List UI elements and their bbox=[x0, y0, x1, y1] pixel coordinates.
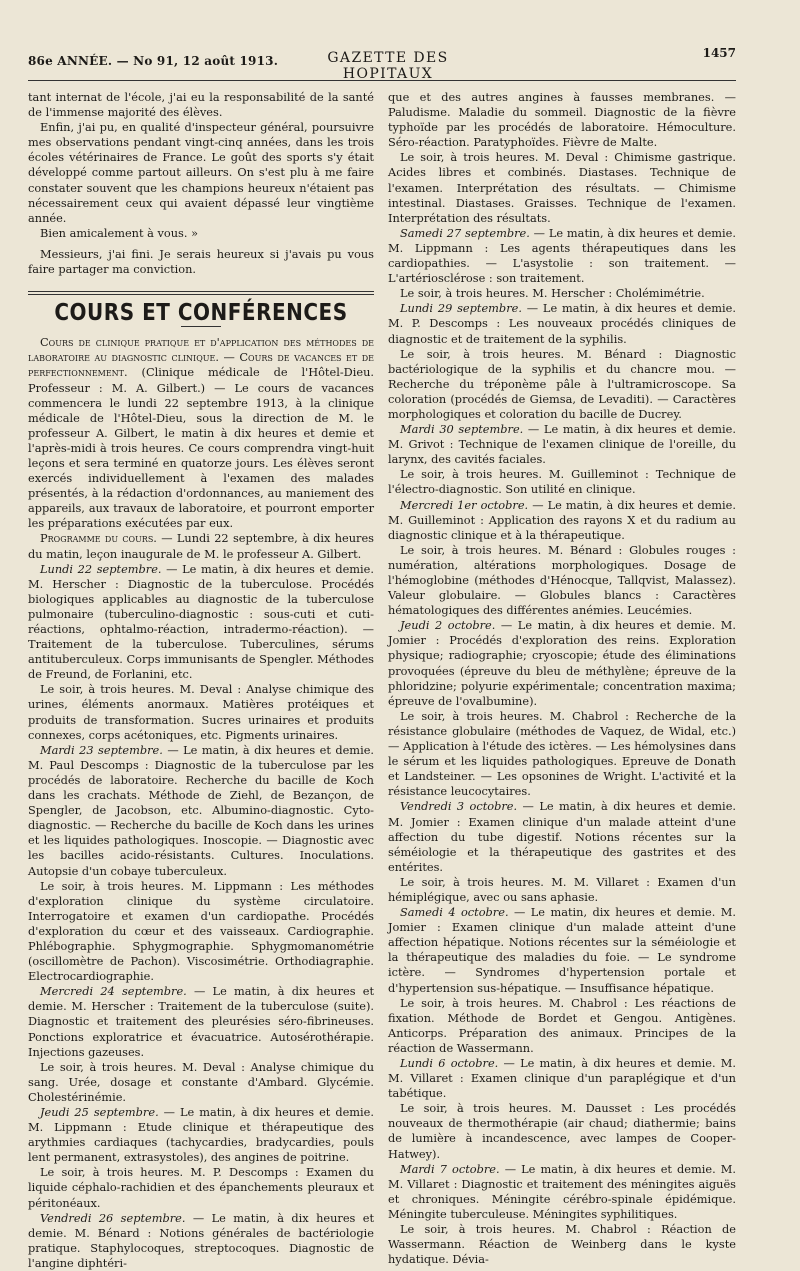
schedule-entry bbox=[388, 1056, 736, 1101]
afternoon-session: Le soir, à trois heures. M. Lippmann : Les méthodes d'exploration clinique du système circulatoire. Interrogatoire et examen d'un cardiopathe. Procédés d'exploration du cœur et des vaisseaux. Cardiographie. Phlébographie. Sphygmographie. Sphygmomanométrie (oscillomètre de Pachon). Viscosimétrie. Orthodiagraphie. Electrocardiographie. bbox=[28, 878, 374, 984]
entry-day: Jeudi 25 septembre. bbox=[40, 1105, 159, 1119]
right-column bbox=[388, 90, 736, 1267]
intro-paragraph: Enfin, j'ai pu, en qualité d'inspecteur général, poursuivre mes observations pendant vingt-cinq années, dans les trois écoles vétérinaires de France. Le goût des sports s'y était développé comme partout ailleurs. On s'est plu à me faire constater souvent que les champions heureux n'étaient pas nécessairement ceux qui avaient dépassé leur vingtième année. bbox=[28, 120, 374, 225]
page-header bbox=[28, 46, 736, 82]
entry-day: Jeudi 2 octobre. bbox=[400, 618, 496, 633]
entry-text: — Le matin, à dix heures et demie. M. Herscher : Diagnostic de la tuberculose. Procédés biologiques applicables au diagnostic de la tuberculose pulmonaire (tuberculino-diagnostic : sous-cuti et cuti-réactions, ophtalmo-réaction, intradermo-réaction). — Traitement de la tuberculose. Tuberculines, sérums antituberculeux. Corps immunisants de Spengler. Méthodes de Freund, de Forlanini, etc. bbox=[28, 561, 375, 682]
entry-text: — Le matin, à dix heures et demie. M. Jomier : Examen clinique d'un malade atteint d'une affection du tube digestif. Notions récentes sur la séméiologie et la thérapeutique des gastrites et des entérites. bbox=[388, 799, 737, 874]
intro-paragraph: tant internat de l'école, j'ai eu la responsabilité de la santé de l'immense majorité des élèves. bbox=[28, 90, 374, 120]
page-number: 1457 bbox=[702, 46, 736, 60]
schedule-entry bbox=[28, 984, 374, 1059]
entry-text: Le soir, à trois heures. M. Dausset : Les procédés nouveaux de thermothérapie (air chaud; diathermie; bains de lumière à incandescence, avec lampes de Cooper-Hatwey). bbox=[388, 1101, 736, 1161]
schedule-entries-right bbox=[388, 90, 736, 1267]
programme-text: — Lundi 22 septembre, à dix heures du matin, leçon inaugurale de M. le professeur A. Gilbert. bbox=[28, 531, 375, 561]
intro-paragraph: Messieurs, j'ai fini. Je serais heureux si j'avais pu vous faire partager ma conviction. bbox=[28, 246, 374, 277]
entry-text: Le soir, à trois heures. M. Chabrol : Réaction de Wassermann. Réaction de Weinberg dans le kyste hydatique. Dévia- bbox=[388, 1222, 736, 1267]
entry-text: — Le matin, à dix heures et demie. M. Lippmann : Etude clinique et thérapeutique des arythmies cardiaques (tachycardies, bradycardies, pouls lent permanent, extrasystoles), des angines de poitrine. bbox=[28, 1105, 375, 1165]
course-paragraph: Cours de clinique pratique et d'application des méthodes de laboratoire au diagnostic clinique. — Cours de vacances et de perfectionnement. (Clinique médicale de l'Hôtel-Dieu. Professeur : M. A. Gilbert.) — Le cours de vacances commencera le lundi 22 septembre 1913, à la clinique médicale de l'Hôtel-Dieu, sous la direction de M. le professeur A. Gilbert, le matin à dix heures et demie et l'après-midi à trois heures. Ce cours comprendra vingt-huit leçons et sera terminé en quatorze jours. Les élèves seront exercés individuellement à l'examen des malades présentés, à la rédaction d'ordonnances, au maniement des appareils, aux travaux de laboratoire, et pourront emporter les préparations exécutées par eux. bbox=[28, 335, 375, 531]
schedule-entry bbox=[388, 467, 736, 497]
entry-text: Le soir, à trois heures. M. Guilleminot : Technique de l'électro-diagnostic. Son utilité en clinique. bbox=[388, 467, 736, 497]
entry-day: Mardi 7 octobre. bbox=[400, 1161, 500, 1176]
schedule-entry bbox=[388, 709, 736, 800]
entry-text: Le soir, à trois heures. M. Chabrol : Les réactions de fixation. Méthode de Bordet et Gengou. Antigènes. Anticorps. Préparation des animaux. Principes de la réaction de Wassermann. bbox=[388, 995, 736, 1055]
entry-day: Samedi 4 octobre. bbox=[400, 905, 509, 920]
entry-day: Samedi 27 septembre. bbox=[400, 225, 530, 240]
issue-info: 86e ANNÉE. — No 91, 12 août 1913. bbox=[28, 54, 279, 68]
programme-paragraph bbox=[28, 531, 374, 561]
entry-day: Lundi 29 septembre. bbox=[400, 301, 522, 316]
entry-day: Lundi 22 septembre. bbox=[40, 561, 162, 576]
course-title: Cours de clinique pratique et d'application des méthodes de laboratoire au diagnostic clinique. bbox=[28, 335, 374, 365]
entry-text: — Le matin, à dix heures et demie. M. Bénard : Notions générales de bactériologie pratique. Staphylocoques, streptocoques. Diagnostic de l'angine diphtéri- bbox=[28, 1210, 375, 1270]
schedule-entry bbox=[388, 90, 736, 150]
intro-paragraph: Bien amicalement à vous. » bbox=[40, 225, 199, 240]
schedule-entry bbox=[388, 498, 736, 543]
entry-text: Le soir, à trois heures. M. Herscher : Cholémimétrie. bbox=[400, 286, 705, 301]
left-column bbox=[28, 90, 374, 1271]
afternoon-session: Le soir, à trois heures. M. Deval : Analyse chimique des urines, éléments anormaux. Matières protéiques et produits de transformation. Sucres urinaires et produits connexes, corps acétoniques, etc. Pigments urinaires. bbox=[28, 682, 374, 742]
schedule-entry bbox=[388, 1222, 736, 1267]
title-rule bbox=[181, 326, 221, 327]
entry-text: Le soir, à trois heures. M. Chabrol : Recherche de la résistance globulaire (méthodes de Vaquez, de Widal, etc.) — Application à l'étude des ictères. — Les hémolysines dans le sérum et les liquides pathologiques. Epreuve de Donath et Landsteiner. — Les opsonines de Wright. L'activité et la résistance leucocytaires. bbox=[388, 708, 736, 799]
schedule-entries-left bbox=[28, 562, 374, 1271]
schedule-entry bbox=[388, 150, 736, 225]
schedule-entry bbox=[388, 301, 736, 346]
section-title: COURS ET CONFÉRENCES bbox=[54, 298, 348, 326]
schedule-entry bbox=[388, 799, 736, 874]
course-intro: (Clinique médicale de l'Hôtel-Dieu. Professeur : M. A. Gilbert.) — Le cours de vacances commencera le lundi 22 septembre 1913, à la clinique médicale de l'Hôtel-Dieu, sous la direction de M. le professeur A. Gilbert, le matin à dix heures et demie et l'après-midi à trois heures. Ce cours comprendra vingt-huit leçons et sera terminé en quatorze jours. Les élèves seront exercés individuellement à l'examen des malades présentés, à la rédaction d'ordonnances, au maniement des appareils, aux travaux de laboratoire, et pourront emporter les préparations exécutées par eux. bbox=[28, 365, 375, 531]
entry-text: — Le matin, à dix heures et demie. M. Paul Descomps : Diagnostic de la tuberculose par les procédés de laboratoire. Recherche du bacille de Koch dans les crachats. Méthode de Ziehl, de Bezançon, de Spengler, de Jacobson, etc. Albumino-diagnostic. Cyto-diagnostic. — Recherche du bacille de Koch dans les urines et les liquides pathologiques. Inoscopie. — Diagnostic avec les bacilles acido-résistants. Cultures. Inoculations. Autopsie d'un cobaye tuberculeux. bbox=[28, 742, 375, 878]
entry-text: — Le matin, à dix heures et demie. M. M. Villaret : Diagnostic et traitement des méningites aiguës et chroniques. Méningite cérébro-spinale épidémique. Méningite tuberculeuse. Méningites syphilitiques. bbox=[388, 1161, 737, 1221]
entry-day: Mercredi 24 septembre. bbox=[40, 984, 187, 999]
entry-day: Lundi 6 octobre. bbox=[400, 1056, 499, 1070]
entry-day: Vendredi 26 septembre. bbox=[40, 1210, 186, 1225]
course-subtitle: Cours de vacances et de perfectionnement. bbox=[28, 350, 374, 380]
entry-text: — Le matin, à dix heures et demie. M. Jomier : Procédés d'exploration des reins. Exploration physique; radiographie; cryoscopie; étude des éliminations provoquées (épreuve du bleu de méthylène; épreuve de la phloridzine; polyurie expérimentale; concentration maxima; épreuve de l'ovalbumine). bbox=[388, 618, 736, 708]
section-divider bbox=[28, 291, 374, 295]
entry-day: Mercredi 1er octobre. bbox=[400, 497, 529, 512]
schedule-entry bbox=[388, 1162, 736, 1222]
entry-text: — Le matin, dix heures et demie. M. Jomier : Examen clinique d'un malade atteint d'une affection hépatique. Notions récentes sur la séméiologie et la thérapeutique des maladies du foie. — Le syndrome ictère. — Syndromes d'hypertension portale et d'hypertension sus-hépatique. — Insuffisance hépatique. bbox=[388, 905, 736, 995]
schedule-entry bbox=[388, 905, 736, 996]
entry-text: — Le matin, à dix heures et demie. M. Grivot : Technique de l'examen clinique de l'oreille, du larynx, des cavités faciales. bbox=[388, 422, 736, 467]
schedule-entry bbox=[28, 1211, 374, 1271]
schedule-entry bbox=[388, 618, 736, 709]
schedule-entry bbox=[388, 996, 736, 1056]
schedule-entry bbox=[388, 286, 736, 301]
entry-text: — Le matin, à dix heures et demie. M. Guilleminot : Application des rayons X et du radium au diagnostic clinique et à la thérapeutique. bbox=[388, 497, 736, 542]
entry-text: que et des autres angines à fausses membranes. — Paludisme. Maladie du sommeil. Diagnostic de la fièvre typhoïde par les procédés de laboratoire. Hémoculture. Séro-réaction. Paratyphoïdes. Fièvre de Malte. bbox=[388, 90, 736, 150]
programme-label: Programme du cours. bbox=[40, 531, 157, 546]
entry-text: — Le matin, à dix heures et demie. M. Lippmann : Les agents thérapeutiques dans les cardiopathies. — L'asystolie : son traitement. — L'artériosclérose : son traitement. bbox=[388, 225, 736, 286]
schedule-entry bbox=[388, 1101, 736, 1161]
schedule-entry bbox=[388, 875, 736, 905]
journal-title: GAZETTE DES HOPITAUX bbox=[327, 50, 449, 82]
schedule-entry bbox=[388, 226, 736, 286]
header-rule bbox=[28, 80, 736, 81]
entry-text: — Le matin, à dix heures et demie. M. Herscher : Traitement de la tuberculose (suite). Diagnostic et traitement des pleurésies séro-fibrineuses. Ponctions exploratrice et évacuatrice. Autosérothérapie. Injections gazeuses. bbox=[28, 984, 374, 1059]
entry-text: Le soir, à trois heures. M. Deval : Chimisme gastrique. Acides libres et combinés. Diastases. Technique de l'examen. Interprétation des résultats. — Chimisme intestinal. Diastases. Graisses. Technique de l'examen. Interprétation des résultats. bbox=[388, 150, 736, 225]
entry-text: — Le matin, à dix heures et demie. M. P. Descomps : Les nouveaux procédés cliniques de diagnostic et de traitement de la syphilis. bbox=[388, 301, 736, 346]
schedule-entry bbox=[28, 743, 374, 879]
entry-text: Le soir, à trois heures. M. Bénard : Globules rouges : numération, altérations morphologiques. Dosage de l'hémoglobine (méthodes d'Hénocque, Tallqvist, Malassez). Valeur globulaire. — Globules blancs : Caractères hématologiques des différentes anémies. Leucémies. bbox=[388, 542, 736, 618]
entry-day: Vendredi 3 octobre. bbox=[400, 799, 518, 814]
entry-text: — Le matin, à dix heures et demie. M. M. Villaret : Examen clinique d'un paraplégique et d'un tabétique. bbox=[388, 1056, 737, 1101]
entry-day: Mardi 30 septembre. bbox=[400, 422, 524, 437]
schedule-entry bbox=[28, 562, 374, 683]
entry-text: Le soir, à trois heures. M. M. Villaret : Examen d'un hémiplégique, avec ou sans aphasie. bbox=[388, 874, 736, 904]
entry-day: Mardi 23 septembre. bbox=[40, 742, 163, 757]
schedule-entry bbox=[28, 1105, 374, 1165]
entry-text: Le soir, à trois heures. M. Bénard : Diagnostic bactériologique de la syphilis et du chancre mou. — Recherche du tréponème pâle à l'ultramicroscope. Sa coloration (procédés de Giemsa, de Levaditi). — Caractères morphologiques et coloration du bacille de Ducrey. bbox=[388, 346, 736, 421]
schedule-entry bbox=[388, 422, 736, 467]
afternoon-session: Le soir, à trois heures. M. Deval : Analyse chimique du sang. Urée, dosage et constante d'Ambard. Glycémie. Cholestérinémie. bbox=[28, 1059, 374, 1104]
schedule-entry bbox=[388, 543, 736, 618]
schedule-entry bbox=[388, 347, 736, 422]
afternoon-session: Le soir, à trois heures. M. P. Descomps : Examen du liquide céphalo-rachidien et des épanchements pleuraux et péritonéaux. bbox=[28, 1165, 374, 1210]
